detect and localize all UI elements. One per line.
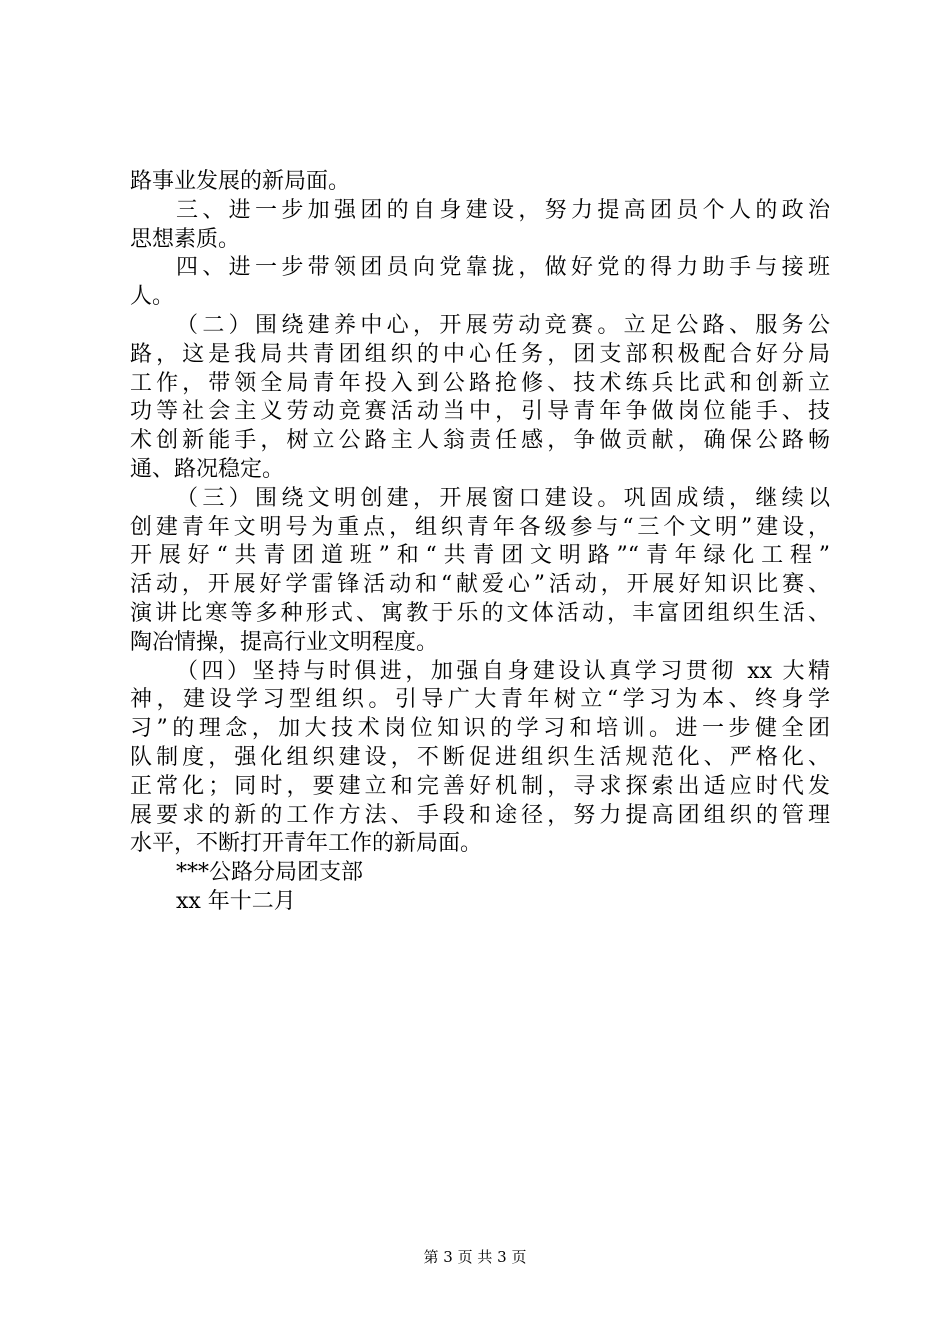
text-line: 习”的理念，加大技术岗位知识的学习和培训。进一步健全团 (130, 716, 830, 742)
page-number: 第 3 页 共 3 页 (423, 1248, 527, 1266)
document-date: xx 年十二月 (176, 888, 296, 914)
text-line: 创建青年文明号为重点，组织青年各级参与“三个文明”建设， (130, 514, 830, 540)
text-line: 思想素质。 (130, 226, 241, 252)
text-line: 神，建设学习型组织。引导广大青年树立“学习为本、终身学 (130, 687, 830, 713)
text-line: 功等社会主义劳动竞赛活动当中，引导青年争做岗位能手、技 (130, 399, 830, 425)
text-line: （二）围绕建养中心，开展劳动竞赛。立足公路、服务公 (176, 312, 830, 338)
signature: ***公路分局团支部 (176, 860, 364, 886)
text-line: 展要求的新的工作方法、手段和途径，努力提高团组织的管理 (130, 802, 830, 828)
text-line: 四、进一步带领团员向党靠拢，做好党的得力助手与接班 (176, 255, 830, 281)
text-line: 通、路况稳定。 (130, 456, 285, 482)
text-line: 人。 (130, 284, 175, 310)
text-line: 活动，开展好学雷锋活动和“献爱心”活动，开展好知识比赛、 (130, 572, 830, 598)
text-line: 正常化；同时，要建立和完善好机制，寻求探索出适应时代发 (130, 773, 830, 799)
text-line: 路事业发展的新局面。 (130, 169, 351, 194)
text-line: 工作，带领全局青年投入到公路抢修、技术练兵比武和创新立 (130, 370, 830, 396)
text-line: （四）坚持与时俱进，加强自身建设认真学习贯彻 xx 大精 (176, 658, 830, 684)
text-line: 队制度，强化组织建设，不断促进组织生活规范化、严格化、 (130, 744, 830, 770)
text-line: 路，这是我局共青团组织的中心任务，团支部积极配合好分局 (130, 341, 830, 367)
text-line: 术创新能手，树立公路主人翁责任感，争做贡献，确保公路畅 (130, 428, 830, 454)
page-footer (0, 1247, 950, 1267)
text-line: 演讲比寒等多种形式、寓教于乐的文体活动，丰富团组织生活、 (130, 600, 830, 626)
text-line: 三、进一步加强团的自身建设，努力提高团员个人的政治 (176, 197, 830, 223)
text-line: 陶冶情操，提高行业文明程度。 (130, 629, 439, 655)
text-line: 开展好“共青团道班”和“共青团文明路”“青年绿化工程” (130, 543, 830, 569)
text-line: 水平，不断打开青年工作的新局面。 (130, 831, 483, 857)
document-body (130, 168, 830, 917)
text-line: （三）围绕文明创建，开展窗口建设。巩固成绩，继续以 (176, 485, 830, 511)
